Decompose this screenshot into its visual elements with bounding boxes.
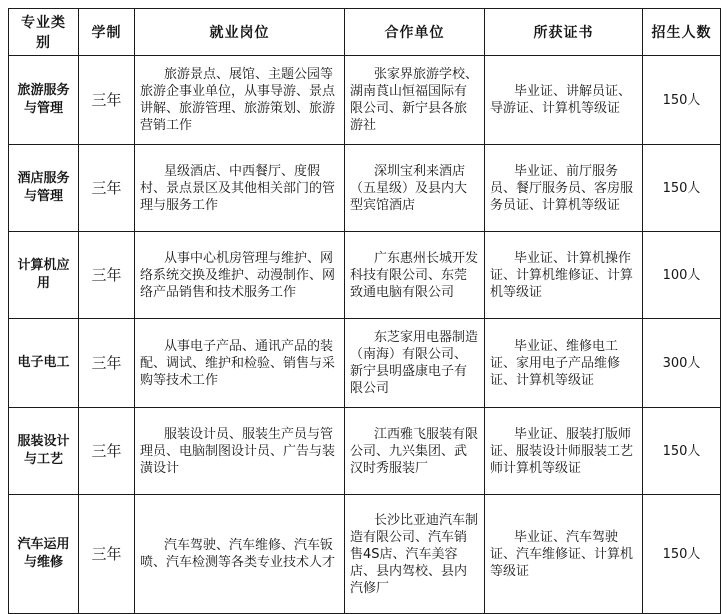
cell-years: 三年 [79, 319, 135, 408]
cell-partners: 江西雅飞服装有限公司、九兴集团、武汉时秀服装厂 [345, 408, 485, 495]
cell-certificates: 毕业证、前厅服务员、餐厅服务员、客房服务员证、计算机等级证 [485, 145, 643, 232]
cell-enrollment: 150人 [643, 56, 721, 145]
cell-certificates: 毕业证、汽车驾驶证、汽车维修证、计算机等级证 [485, 495, 643, 614]
cell-certificates: 毕业证、计算机操作证、计算机维修证、计算机等级证 [485, 232, 643, 319]
cell-years: 三年 [79, 145, 135, 232]
cell-jobs: 旅游景点、展馆、主题公园等旅游企事业单位，从事导游、景点讲解、旅游管理、旅游策划、旅游营销工作 [135, 56, 345, 145]
cell-major: 计算机应用 [9, 232, 79, 319]
cell-certificates: 毕业证、讲解员证、导游证、计算机等级证 [485, 56, 643, 145]
cell-jobs: 从事电子产品、通讯产品的装配、调试、维护和检验、销售与采购等技术工作 [135, 319, 345, 408]
cell-partners: 广东惠州长城开发科技有限公司、东莞致通电脑有限公司 [345, 232, 485, 319]
cell-major: 酒店服务与管理 [9, 145, 79, 232]
enrollment-table-sheet [8, 8, 720, 594]
program-table [8, 8, 721, 614]
cell-partners: 张家界旅游学校、湖南莨山恒福国际有限公司、新宁县各旅游社 [345, 56, 485, 145]
cell-jobs: 汽车驾驶、汽车维修、汽车钣喷、汽车检测等各类专业技术人才 [135, 495, 345, 614]
header-certificates: 所获证书 [485, 9, 643, 56]
cell-major: 电子电工 [9, 319, 79, 408]
cell-enrollment: 300人 [643, 319, 721, 408]
cell-enrollment: 150人 [643, 408, 721, 495]
table-row [9, 495, 721, 614]
cell-major: 汽车运用与维修 [9, 495, 79, 614]
cell-years: 三年 [79, 408, 135, 495]
cell-partners: 长沙比亚迪汽车制造有限公司、汽车销售4S店、汽车美容店、县内驾校、县内汽修厂 [345, 495, 485, 614]
cell-years: 三年 [79, 495, 135, 614]
cell-major: 旅游服务与管理 [9, 56, 79, 145]
table-row [9, 56, 721, 145]
cell-enrollment: 150人 [643, 495, 721, 614]
header-years: 学制 [79, 9, 135, 56]
cell-certificates: 毕业证、服装打版师证、服装设计师服装工艺师计算机等级证 [485, 408, 643, 495]
cell-years: 三年 [79, 232, 135, 319]
header-partners: 合作单位 [345, 9, 485, 56]
cell-jobs: 星级酒店、中西餐厅、度假村、景点景区及其他相关部门的管理与服务工作 [135, 145, 345, 232]
cell-years: 三年 [79, 56, 135, 145]
cell-jobs: 服装设计员、服装生产员与管理员、电脑制图设计员、广告与装潢设计 [135, 408, 345, 495]
table-row [9, 232, 721, 319]
table-header-row [9, 9, 721, 56]
cell-jobs: 从事中心机房管理与维护、网络系统交换及维护、动漫制作、网络产品销售和技术服务工作 [135, 232, 345, 319]
cell-partners: 深圳宝利来酒店（五星级）及县内大型宾馆酒店 [345, 145, 485, 232]
cell-enrollment: 100人 [643, 232, 721, 319]
cell-major: 服装设计与工艺 [9, 408, 79, 495]
cell-partners: 东芝家用电器制造（南海）有限公司、新宁县明盛康电子有限公司 [345, 319, 485, 408]
header-major: 专业类别 [9, 9, 79, 56]
cell-certificates: 毕业证、维修电工证、家用电子产品维修证、计算机等级证 [485, 319, 643, 408]
header-enrollment: 招生人数 [643, 9, 721, 56]
table-row [9, 145, 721, 232]
header-jobs: 就业岗位 [135, 9, 345, 56]
cell-enrollment: 150人 [643, 145, 721, 232]
table-row [9, 319, 721, 408]
table-row [9, 408, 721, 495]
